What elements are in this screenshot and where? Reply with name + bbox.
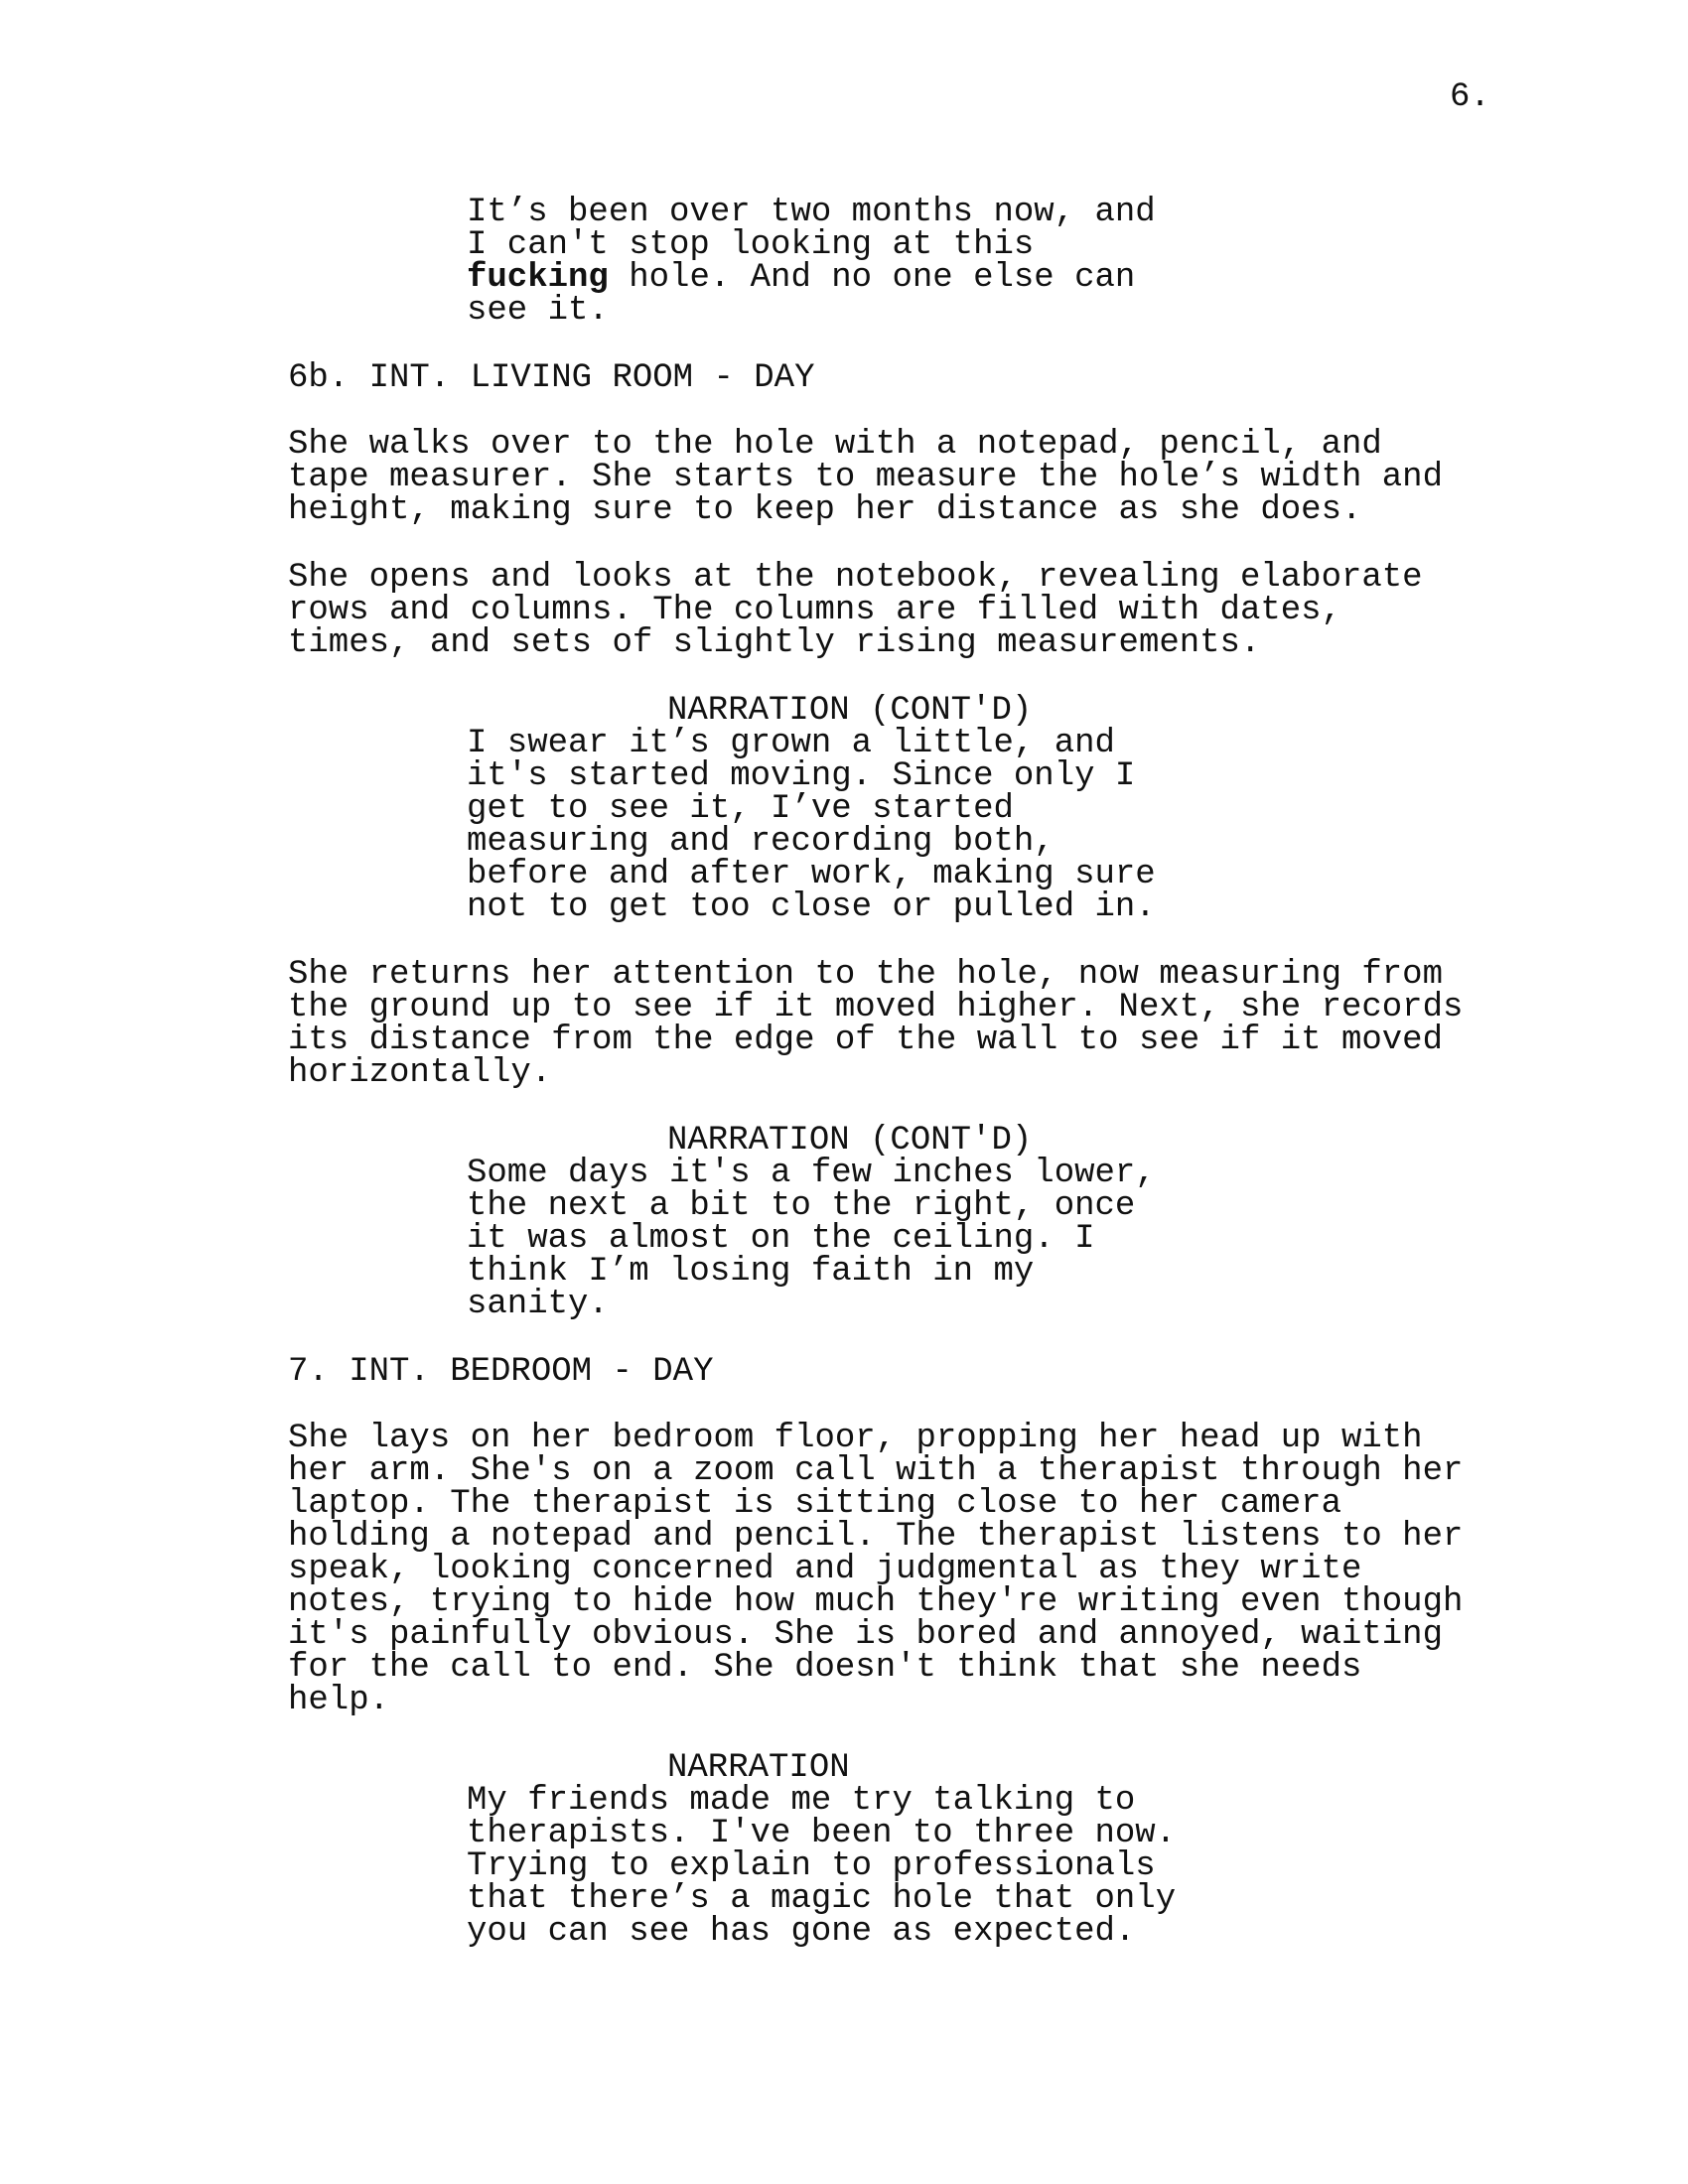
dialogue-line: think I’m losing faith in my (467, 1253, 1035, 1291)
action-line: notes, trying to hide how much they're writing even though (288, 1583, 1464, 1621)
scene-heading: 7. INT. BEDROOM - DAY (288, 1353, 714, 1391)
dialogue-line: it's started moving. Since only I (467, 757, 1136, 795)
dialogue-line: that there’s a magic hole that only (467, 1880, 1177, 1918)
dialogue-line: you can see has gone as expected. (467, 1913, 1136, 1951)
dialogue-line: sanity. (467, 1286, 609, 1323)
action-line: rows and columns. The columns are filled with dates, (288, 592, 1341, 629)
action-line: the ground up to see if it moved higher. Next, she records (288, 989, 1464, 1026)
action-line: help. (288, 1682, 390, 1719)
scene-heading: 6b. INT. LIVING ROOM - DAY (288, 359, 815, 397)
action-line: She opens and looks at the notebook, revealing elaborate (288, 559, 1423, 597)
dialogue-line: before and after work, making sure (467, 856, 1156, 893)
action-line: its distance from the edge of the wall to see if it moved (288, 1022, 1443, 1059)
dialogue-line: it was almost on the ceiling. I (467, 1220, 1095, 1258)
dialogue-line: therapists. I've been to three now. (467, 1815, 1177, 1852)
dialogue-line: I swear it’s grown a little, and (467, 725, 1115, 762)
dialogue-line: measuring and recording both, (467, 823, 1055, 861)
dialogue-line: I can't stop looking at this (467, 226, 1035, 264)
action-line: horizontally. (288, 1054, 552, 1092)
dialogue-line: see it. (467, 292, 609, 330)
action-line: She walks over to the hole with a notepad, pencil, and (288, 426, 1382, 464)
character-cue: NARRATION (CONT'D) (667, 1122, 1033, 1160)
action-line: her arm. She's on a zoom call with a therapist through her (288, 1452, 1464, 1490)
action-line: holding a notepad and pencil. The therapist listens to her (288, 1518, 1464, 1556)
action-line: speak, looking concerned and judgmental as they write (288, 1551, 1362, 1588)
dialogue-line: the next a bit to the right, once (467, 1187, 1136, 1225)
dialogue-line: not to get too close or pulled in. (467, 888, 1156, 926)
character-cue: NARRATION (CONT'D) (667, 692, 1033, 730)
dialogue-text: hole. And no one else can (608, 259, 1136, 297)
action-line: tape measurer. She starts to measure the hole’s width and (288, 459, 1443, 496)
dialogue-line (467, 259, 1136, 297)
action-line: height, making sure to keep her distance as she does. (288, 491, 1362, 529)
action-line: it's painfully obvious. She is bored and annoyed, waiting (288, 1616, 1443, 1654)
dialogue-line: get to see it, I’ve started (467, 790, 1014, 828)
character-cue: NARRATION (667, 1749, 850, 1787)
dialogue-line: It’s been over two months now, and (467, 194, 1156, 231)
dialogue-line: Some days it's a few inches lower, (467, 1155, 1156, 1192)
action-line: for the call to end. She doesn't think that she needs (288, 1649, 1362, 1687)
emphasized-word: fucking (467, 259, 609, 297)
action-line: She lays on her bedroom floor, propping her head up with (288, 1420, 1423, 1457)
dialogue-line: Trying to explain to professionals (467, 1847, 1156, 1885)
dialogue-line: My friends made me try talking to (467, 1782, 1136, 1820)
action-line: laptop. The therapist is sitting close to her camera (288, 1485, 1341, 1523)
action-line: times, and sets of slightly rising measurements. (288, 624, 1261, 662)
action-line: She returns her attention to the hole, now measuring from (288, 956, 1443, 994)
page-number: 6. (1450, 78, 1490, 116)
